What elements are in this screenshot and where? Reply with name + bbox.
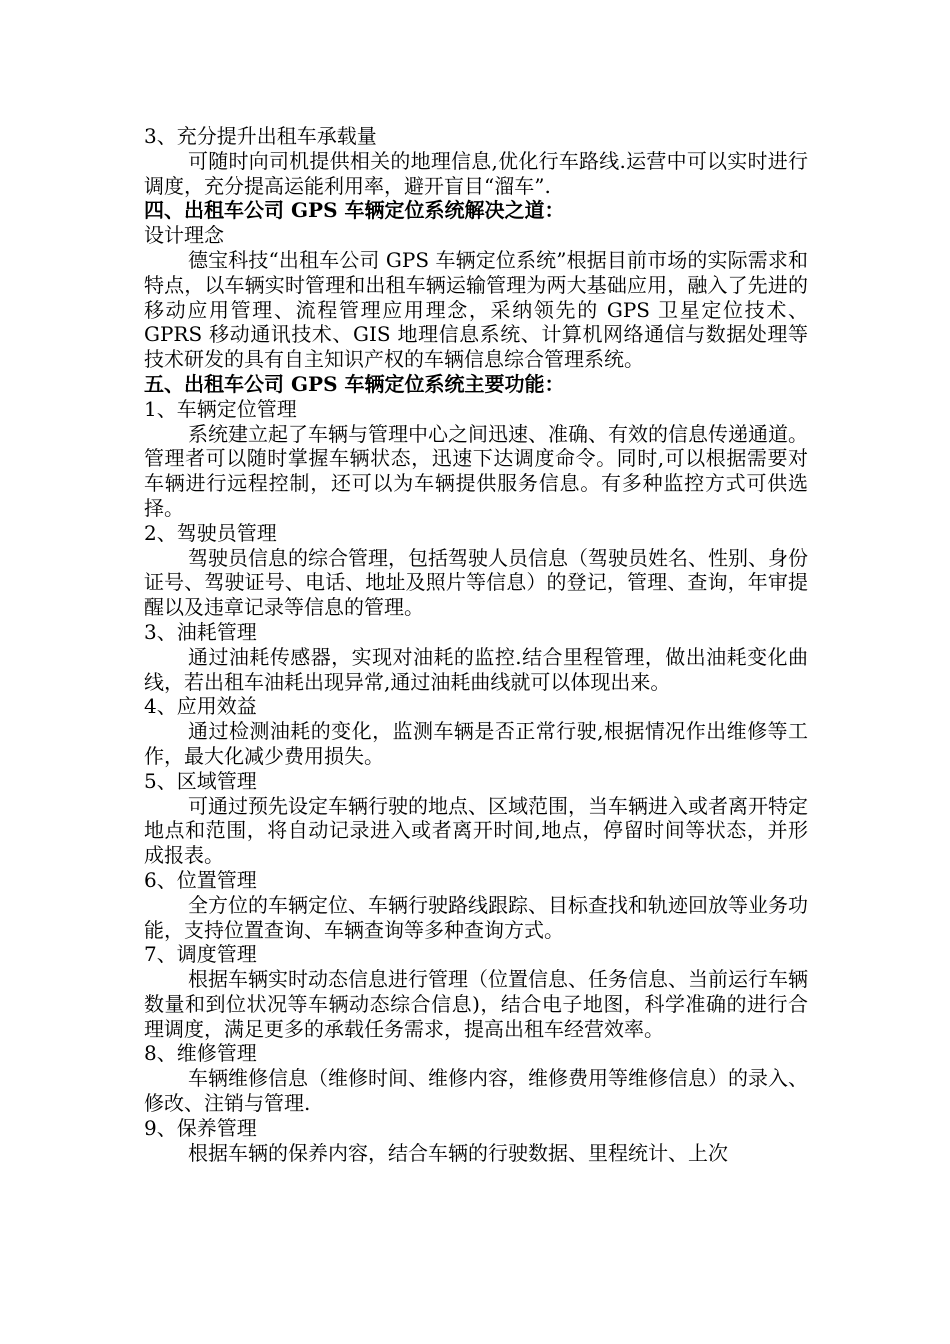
paragraph-repair-management: 车辆维修信息（维修时间、维修内容，维修费用等维修信息）的录入、修改、注销与管理.	[144, 1066, 808, 1116]
paragraph-taxi-capacity: 可随时向司机提供相关的地理信息,优化行车路线.运营中可以实时进行调度，充分提高运能利用率，避开盲目“溜车”.	[144, 148, 808, 198]
document-body	[144, 124, 808, 1165]
subheading-repair-management: 8、维修管理	[144, 1041, 257, 1066]
paragraph-design-concept: 德宝科技“出租车公司 GPS 车辆定位系统”根据目前市场的实际需求和特点，以车辆实时管理和出租车辆运输管理为两大基础应用，融入了先进的移动应用管理、流程管理应用理念，采纳领先的 GPS 卫星定位技术、GPRS 移动通讯技术、GIS 地理信息系统、计算机网络通信与数据处理等技术研发的具有自主知识产权的车辆信息综合管理系统。	[144, 247, 808, 372]
subheading-vehicle-positioning: 1、车辆定位管理	[144, 396, 297, 421]
paragraph-maintenance-management: 根据车辆的保养内容，结合车辆的行驶数据、里程统计、上次	[188, 1140, 728, 1165]
paragraph-application-benefits: 通过检测油耗的变化，监测车辆是否正常行驶,根据情况作出维修等工作，最大化减少费用损失。	[144, 719, 808, 768]
subheading-design-concept: 设计理念	[144, 223, 224, 248]
subheading-maintenance-management: 9、保养管理	[144, 1115, 257, 1140]
paragraph-dispatch-management: 根据车辆实时动态信息进行管理（位置信息、任务信息、当前运行车辆数量和到位状况等车辆动态综合信息)，结合电子地图，科学准确的进行合理调度，满足更多的承载任务需求，提高出租车经营效率。	[144, 967, 808, 1041]
paragraph-location-management: 全方位的车辆定位、车辆行驶路线跟踪、目标查找和轨迹回放等业务功能，支持位置查询、车辆查询等多种查询方式。	[144, 892, 808, 942]
subheading-area-management: 5、区域管理	[144, 768, 257, 793]
subheading-driver-management: 2、驾驶员管理	[144, 520, 277, 545]
paragraph-area-management: 可通过预先设定车辆行驶的地点、区域范围，当车辆进入或者离开特定地点和范围，将自动记录进入或者离开时间,地点，停留时间等状态，并形成报表。	[144, 793, 808, 868]
section-heading-solution: 四、出租车公司 GPS 车辆定位系统解决之道：	[144, 198, 565, 223]
subheading-fuel-management: 3、油耗管理	[144, 619, 257, 644]
subheading-taxi-capacity: 3、充分提升出租车承载量	[144, 124, 377, 148]
subheading-dispatch-management: 7、调度管理	[144, 942, 257, 967]
subheading-application-benefits: 4、应用效益	[144, 694, 257, 719]
paragraph-driver-management: 驾驶员信息的综合管理，包括驾驶人员信息（驾驶员姓名、性别、身份证号、驾驶证号、电话、地址及照片等信息）的登记，管理、查询，年审提醒以及违章记录等信息的管理。	[144, 545, 808, 620]
subheading-location-management: 6、位置管理	[144, 867, 257, 892]
paragraph-fuel-management: 通过油耗传感器，实现对油耗的监控.结合里程管理，做出油耗变化曲线，若出租车油耗出现异常,通过油耗曲线就可以体现出来。	[144, 644, 808, 694]
section-heading-main-functions: 五、出租车公司 GPS 车辆定位系统主要功能：	[144, 371, 565, 396]
paragraph-vehicle-positioning: 系统建立起了车辆与管理中心之间迅速、准确、有效的信息传递通道。管理者可以随时掌握车辆状态，迅速下达调度命令。同时,可以根据需要对车辆进行远程控制，还可以为车辆提供服务信息。有多种监控方式可供选择。	[144, 421, 808, 520]
